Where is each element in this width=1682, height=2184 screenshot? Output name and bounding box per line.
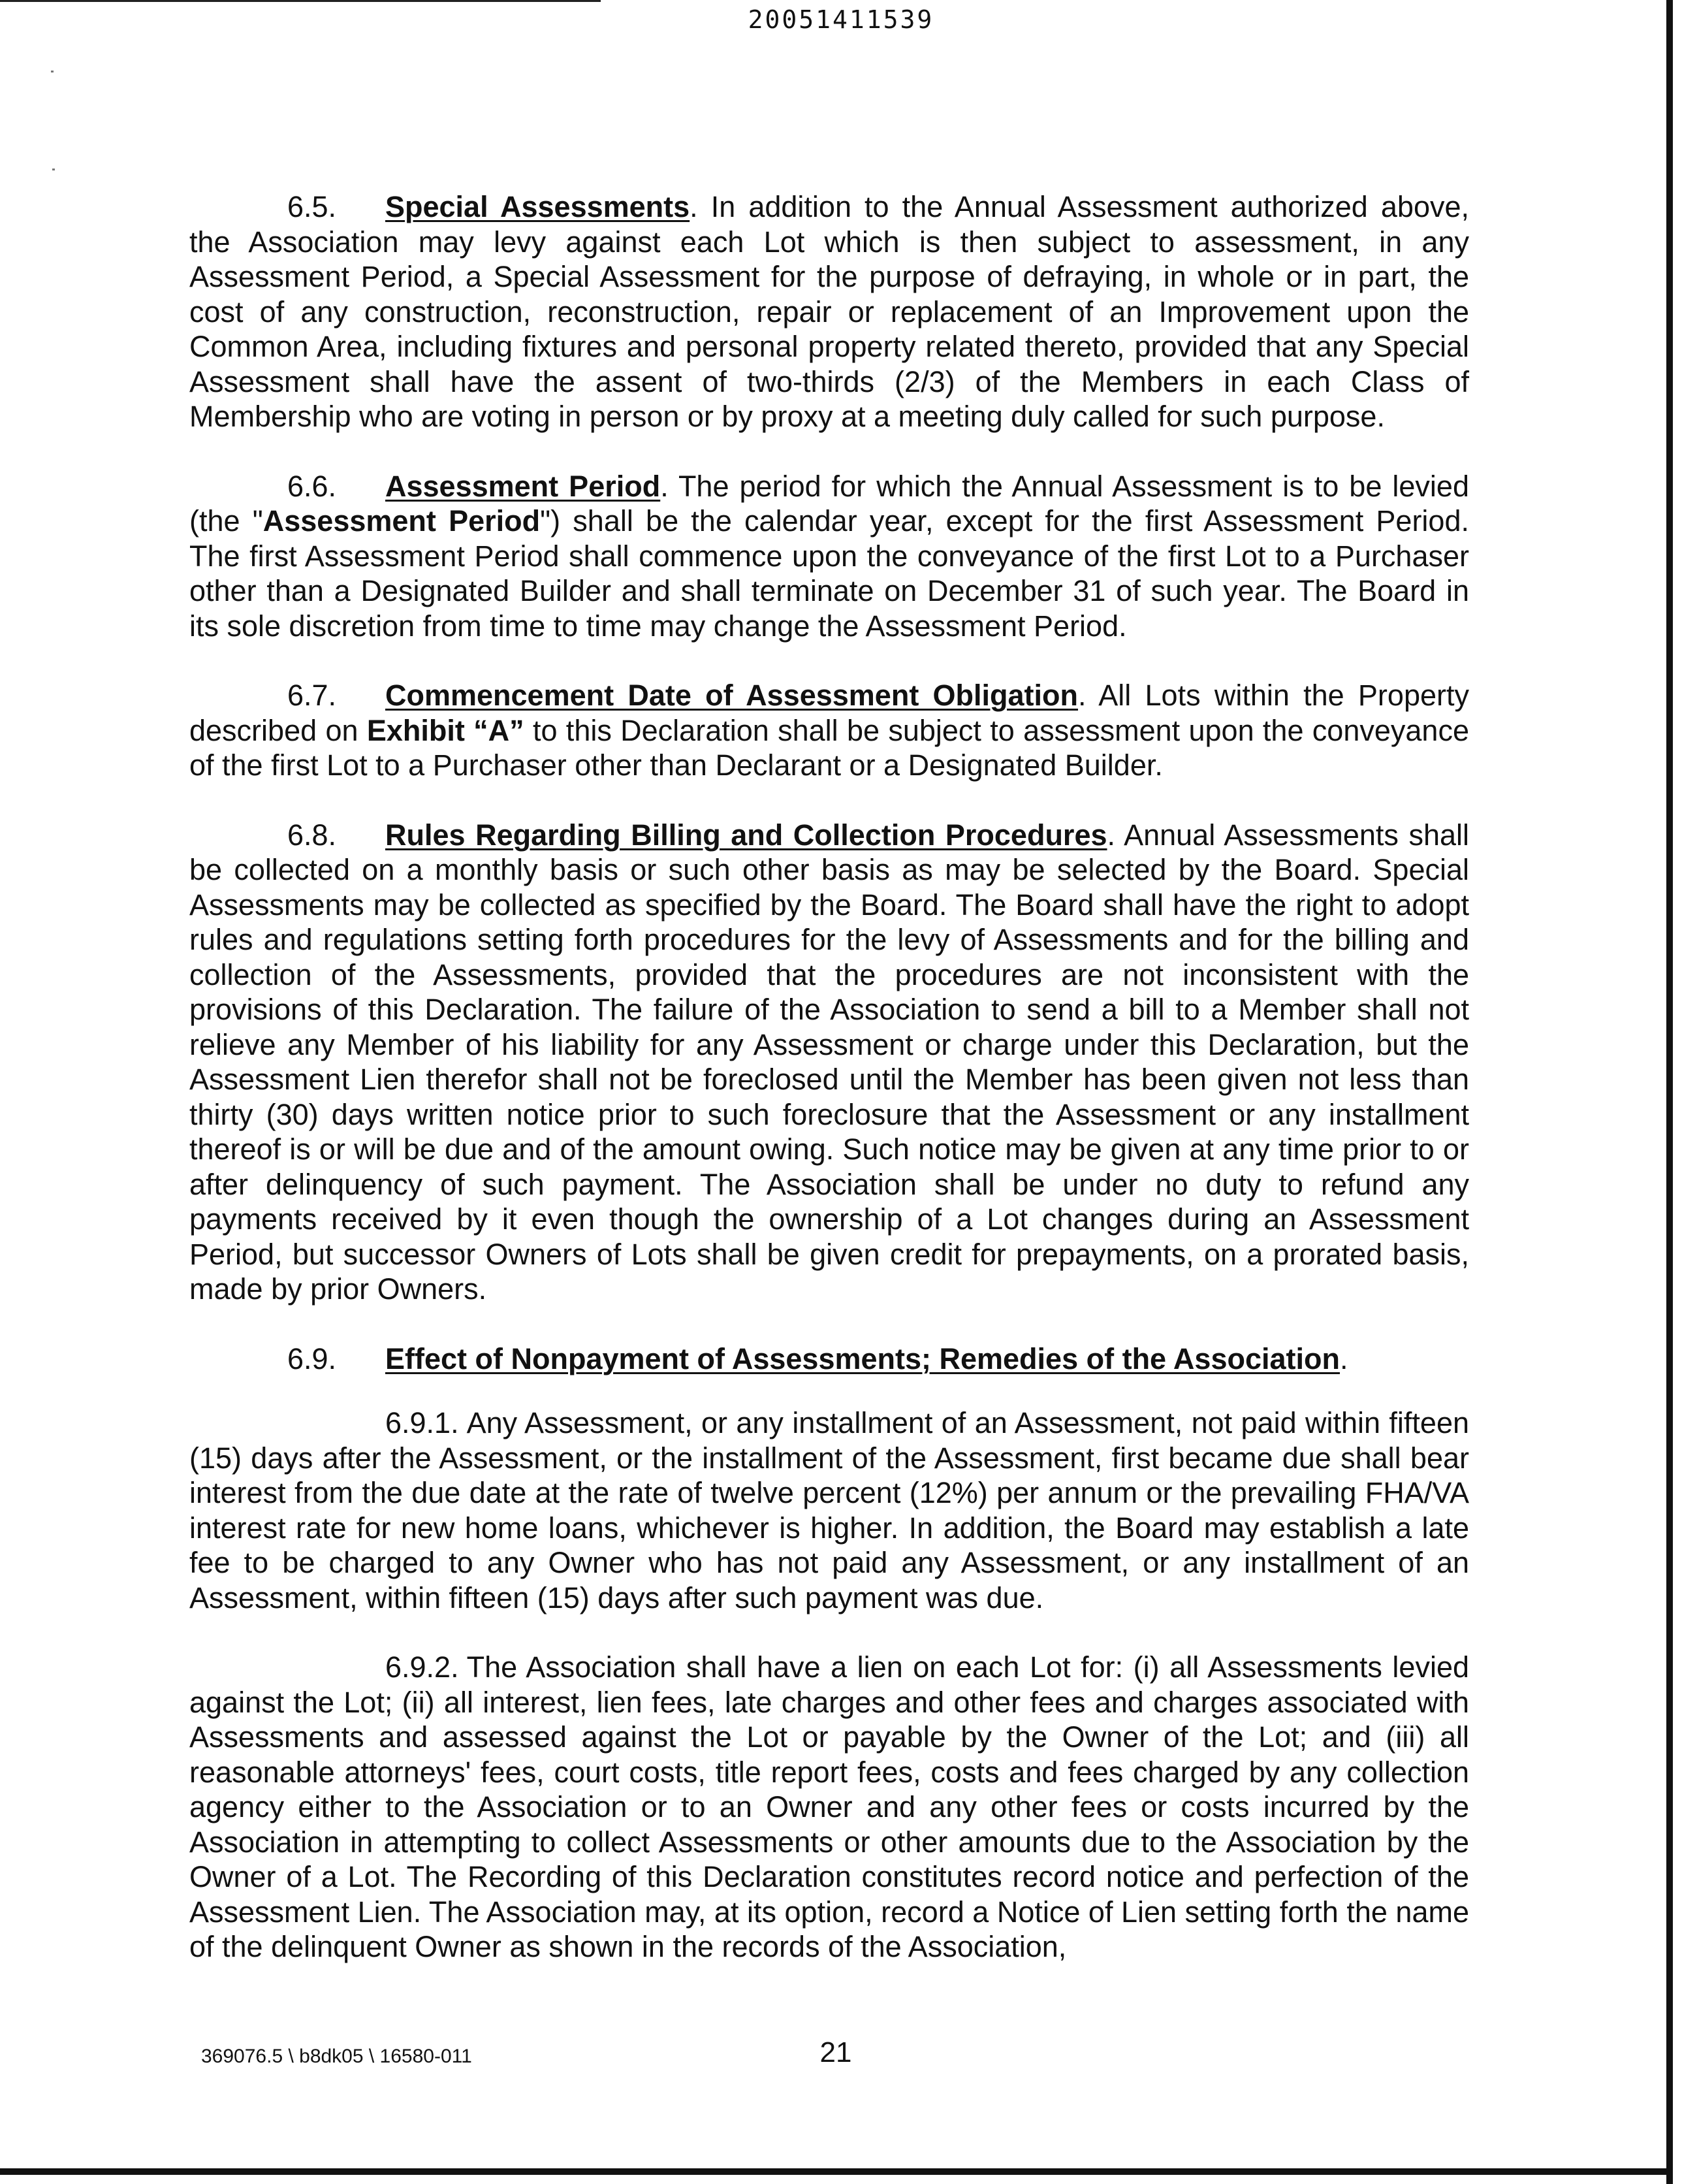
defined-term: Assessment Period (262, 504, 541, 538)
section-text: . Annual Assessments shall be collected on a monthly basis or such other basis as may be selected by the Board. Special Assessments may be collected as specified by the Board. The Board shall have the right to adopt rules and regulations setting forth procedures for the levy of Assessments and for the billing and collection of the Assessments, provided that the procedures are not inconsistent with the provisions of this Declaration. The failure of the Association to send a bill to a Member shall not relieve any Member of his liability for any Assessment or charge under this Declaration, but the Assessment Lien therefor shall not be foreclosed until the Member has been given not less than thirty (30) days written notice prior to such foreclosure that the Assessment or any installment thereof is or will be due and of the amount owing. Such notice may be given at any time prior to or after delinquency of such payment. The Association shall be under no duty to refund any payments received by it even though the ownership of a Lot changes during an Assessment Period, but successor Owners of Lots shall be given credit for prepayments, on a prorated basis, made by prior Owners. (189, 818, 1469, 1306)
section-6-5 (189, 189, 1469, 434)
section-text: The Association shall have a lien on each Lot for: (i) all Assessments levied against the Lot; (ii) all interest, lien fees, late charges and other fees and charges associated with Assessments and assessed against the Lot or payable by the Owner of the Lot; and (iii) all reasonable attorneys' fees, court costs, title report fees, costs and fees charged by any collection agency either to the Association or to an Owner and any other fees or costs incurred by the Association in attempting to collect Assessments or other amounts due to the Association by the Owner of a Lot. The Recording of this Declaration constitutes record notice and perfection of the Assessment Lien. The Association may, at its option, record a Notice of Lien setting forth the name of the delinquent Owner as shown in the records of the Association, (189, 1650, 1469, 1963)
section-heading: Assessment Period (385, 469, 661, 503)
section-text: . In addition to the Annual Assessment authorized above, the Association may levy against each Lot which is then subject to assessment, in any Assessment Period, a Special Assessment for the purpose of defraying, in whole or in part, the cost of any construction, reconstruction, repair or replacement of an Improvement upon the Common Area, including fixtures and personal property related thereto, provided that any Special Assessment shall have the assent of two-thirds (2/3) of the Members in each Class of Membership who are voting in person or by proxy at a meeting duly called for such purpose. (189, 190, 1470, 433)
section-number: 6.5. (287, 190, 337, 223)
section-heading: Special Assessments (385, 190, 690, 223)
page-border-bottom (0, 2168, 1673, 2175)
document-body (189, 189, 1469, 1999)
section-number: 6.7. (287, 679, 337, 712)
section-6-7 (189, 678, 1469, 783)
section-6-8 (189, 818, 1469, 1307)
section-number: 6.6. (287, 469, 337, 503)
subsection-number: 6.9.2. (385, 1650, 459, 1684)
section-6-6 (189, 469, 1469, 644)
scan-edge-line (0, 0, 601, 2)
section-text: . The period for which the Annual Assessment is to be levied (the " (189, 469, 1469, 538)
exhibit-reference: Exhibit “A” (366, 713, 524, 747)
recording-number: 20051411539 (748, 5, 934, 34)
section-6-9-2 (189, 1650, 1469, 1965)
section-text: to this Declaration shall be subject to assessment upon the conveyance of the first Lot to a Purchaser other than Declarant or a Designated Builder. (189, 713, 1469, 782)
section-text: ") shall be the calendar year, except for the first Assessment Period. The first Assessment Period shall commence upon the conveyance of the first Lot to a Purchaser other than a Designated Builder and shall terminate on December 31 of such year. The Board in its sole discretion from time to time may change the Assessment Period. (189, 504, 1469, 643)
section-heading-period: . (1339, 1341, 1348, 1375)
page-border-right (1666, 0, 1673, 2184)
section-text: . All Lots within the Property described on (189, 679, 1469, 747)
section-heading: Commencement Date of Assessment Obligation (385, 679, 1079, 712)
section-heading: Rules Regarding Billing and Collection Procedures (385, 818, 1107, 852)
footer-document-reference: 369076.5 \ b8dk05 \ 16580-011 (201, 2046, 472, 2067)
section-6-9-1 (189, 1405, 1469, 1615)
section-text: Any Assessment, or any installment of an Assessment, not paid within fifteen (15) days after the Assessment, or the installment of the Assessment, first became due shall bear interest from the due date at the rate of twelve percent (12%) per annum or the prevailing FHA/VA interest rate for new home loans, whichever is higher. In addition, the Board may establish a late fee to be charged to any Owner who has not paid any Assessment, or any installment of an Assessment, within fifteen (15) days after such payment was due. (189, 1406, 1469, 1614)
section-heading: Effect of Nonpayment of Assessments; Remedies of the Association (385, 1341, 1340, 1375)
margin-mark (52, 169, 55, 170)
subsection-number: 6.9.1. (385, 1406, 459, 1439)
section-number: 6.9. (287, 1341, 337, 1375)
section-number: 6.8. (287, 818, 337, 852)
section-6-9 (189, 1341, 1469, 1377)
margin-mark (51, 71, 54, 72)
page-number: 21 (819, 2036, 852, 2068)
